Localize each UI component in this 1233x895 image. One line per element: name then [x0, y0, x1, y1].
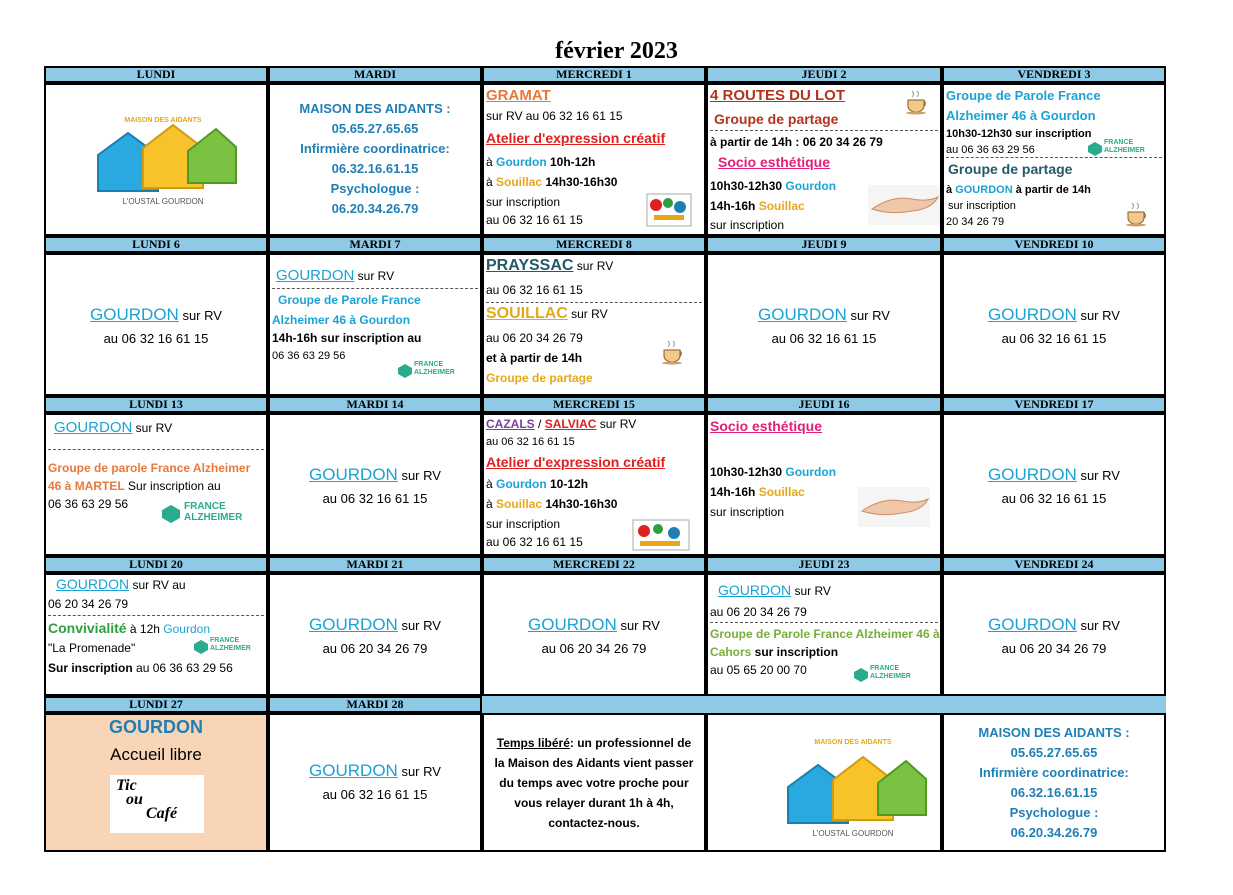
france-alzheimer-logo — [162, 501, 262, 529]
maison-des-aidants-logo — [88, 103, 238, 213]
phone: au 06 20 34 26 79 — [486, 331, 583, 345]
sur-rv: sur RV — [846, 308, 890, 323]
contact-line-3: Infirmière coordinatrice: — [300, 141, 450, 156]
sur-rv: sur RV — [397, 764, 441, 779]
header-mercredi-1: MERCREDI 1 — [482, 66, 706, 83]
sur-rv: sur RV — [1076, 468, 1120, 483]
salviac-label: SALVIAC — [544, 417, 597, 431]
time: 10h30-12h30 — [710, 179, 786, 193]
atelier-title: Atelier d'expression créatif — [486, 130, 666, 146]
groupe-time: 14h-16h sur inscription au — [272, 331, 422, 345]
phone: au 06 32 16 61 15 — [103, 331, 209, 346]
temps-libere-label: Temps libéré — [496, 736, 570, 750]
text: à — [486, 155, 497, 169]
socio-title: Socio esthétique — [710, 418, 823, 434]
text: la Maison des Aidants vient passer — [494, 756, 694, 770]
groupe-parole-2: Alzheimer 46 à Gourdon — [946, 108, 1096, 123]
contact-line-5: Psychologue : — [330, 181, 420, 196]
alzheimer-logo-icon — [162, 505, 180, 523]
contact-line-4: 06.32.16.61.15 — [331, 161, 419, 176]
logo-text: ALZHEIMER — [210, 645, 251, 652]
phone: au 06 20 34 26 79 — [322, 641, 428, 656]
cell-lundi-27 — [44, 713, 268, 852]
coffee-cup-icon — [1124, 201, 1150, 227]
sur-rv: sur RV — [567, 307, 608, 321]
tic-ou-cafe-logo — [110, 775, 204, 833]
cell-vendredi-24 — [942, 573, 1166, 696]
header-vendredi-3: VENDREDI 3 — [942, 66, 1166, 83]
inscription: Sur inscription au — [124, 479, 221, 493]
maison-des-aidants-logo — [778, 735, 928, 845]
sur-rv: sur RV — [616, 618, 660, 633]
gourdon-label: GOURDON — [309, 465, 398, 484]
sur-rv: sur RV — [791, 584, 831, 598]
phone: au 06 32 16 61 15 — [486, 283, 583, 297]
text: vous relayer durant 1h à 4h, — [514, 796, 674, 810]
accueil-libre: Accueil libre — [110, 745, 202, 764]
header-empty-2 — [706, 696, 942, 713]
groupe-phone: 06 36 63 29 56 — [272, 350, 346, 362]
header-empty-3 — [942, 696, 1166, 713]
phone: 20 34 26 79 — [946, 216, 1005, 228]
contact-line-6: 06.20.34.26.79 — [1010, 825, 1098, 840]
atelier-title: Atelier d'expression créatif — [486, 454, 666, 470]
inscription: sur inscription — [751, 645, 839, 659]
logo-text: FRANCE — [210, 637, 240, 644]
time: 10h30-12h30 — [710, 465, 786, 479]
phone: au 06 20 34 26 79 — [710, 605, 807, 619]
gourdon-label: GOURDON — [988, 465, 1077, 484]
time: à partir de 14h — [1012, 184, 1091, 196]
logo-top-text: MAISON DES AIDANTS — [124, 117, 202, 124]
groupe-parole-2: Alzheimer 46 à Gourdon — [272, 313, 411, 327]
town-souillac: Souillac — [496, 175, 543, 189]
groupe-parole-1: Groupe de Parole France — [946, 88, 1101, 103]
groupe-time: 10h30-12h30 sur inscription — [946, 128, 1092, 140]
cell-logo-2 — [706, 713, 942, 852]
souillac-title: SOUILLAC — [486, 305, 568, 322]
time: 14h-16h — [710, 199, 759, 213]
partage-time: à partir de 14h : 06 20 34 26 79 — [710, 135, 883, 149]
contact-line-4: 06.32.16.61.15 — [1010, 785, 1098, 800]
prayssac-title: PRAYSSAC — [486, 257, 574, 274]
header-mardi-21: MARDI 21 — [268, 556, 482, 573]
town-gourdon: Gourdon — [785, 179, 837, 193]
sur-rv: sur RV — [596, 417, 637, 431]
sur-rv: sur RV — [132, 421, 173, 435]
header-mardi-28: MARDI 28 — [268, 696, 482, 713]
logo-text: FRANCE — [1104, 139, 1134, 146]
logo-text: FRANCE — [870, 665, 900, 672]
contact-line-1: MAISON DES AIDANTS : — [978, 725, 1130, 740]
text: à — [486, 175, 497, 189]
partage-title: Groupe de partage — [486, 371, 593, 385]
gourdon-label: GOURDON — [276, 267, 355, 284]
time: 14h30-16h30 — [542, 175, 618, 189]
gourdon-label: GOURDON — [90, 305, 179, 324]
logo-text: ou — [126, 791, 143, 808]
sur-rv: sur RV — [1076, 618, 1120, 633]
cazals-label: CAZALS — [486, 417, 535, 431]
cell-w1-vendredi-3 — [942, 83, 1166, 236]
phone: au 06 32 16 61 15 — [1001, 491, 1107, 506]
sur-rv: sur RV au — [129, 578, 186, 592]
calendar-grid — [44, 66, 1166, 852]
logo-bottom-text: L'OUSTAL GOURDON — [812, 829, 894, 838]
phone: au 06 20 34 26 79 — [541, 641, 647, 656]
town-gourdon: Gourdon — [163, 622, 210, 636]
header-lundi-27: LUNDI 27 — [44, 696, 268, 713]
cell-lundi-13 — [44, 413, 268, 556]
header-mardi: MARDI — [268, 66, 482, 83]
groupe-phone: 06 36 63 29 56 — [48, 497, 129, 511]
gourdon-label: GOURDON — [988, 615, 1077, 634]
cell-lundi-20 — [44, 573, 268, 696]
partage-title: Groupe de partage — [948, 161, 1073, 177]
phone: au 06 32 16 61 15 — [322, 491, 428, 506]
header-empty-1 — [482, 696, 706, 713]
sur-rv: sur RV — [178, 308, 222, 323]
gourdon-label: GOURDON — [56, 576, 130, 592]
header-vendredi-24: VENDREDI 24 — [942, 556, 1166, 573]
phone: au 06 20 34 26 79 — [1001, 641, 1107, 656]
header-mercredi-15: MERCREDI 15 — [482, 396, 706, 413]
town-gourdon: Gourdon — [785, 465, 837, 479]
groupe-parole: Groupe de Parole France Alzheimer 46 à — [710, 627, 940, 641]
inscription: sur inscription — [486, 195, 561, 209]
cell-mercredi-22 — [482, 573, 706, 696]
alzheimer-logo-icon — [398, 364, 412, 378]
logo-text: ALZHEIMER — [184, 512, 243, 523]
header-lundi-13: LUNDI 13 — [44, 396, 268, 413]
gramat-title: GRAMAT — [486, 87, 551, 104]
cell-contact-2 — [942, 713, 1166, 852]
hand-icon — [858, 487, 930, 527]
header-mardi-14: MARDI 14 — [268, 396, 482, 413]
cell-mardi-7 — [268, 253, 482, 396]
cell-w1-lundi — [44, 83, 268, 236]
time: à 12h — [126, 622, 164, 636]
text: à — [946, 184, 956, 196]
cell-mardi-21 — [268, 573, 482, 696]
logo-top-text: MAISON DES AIDANTS — [814, 739, 892, 746]
sur-rv: sur RV — [397, 618, 441, 633]
france-alzheimer-logo — [854, 665, 926, 685]
logo-text: FRANCE — [184, 501, 226, 512]
cell-temps-libere — [482, 713, 706, 852]
inscription: Sur inscription — [48, 661, 133, 675]
header-jeudi-9: JEUDI 9 — [706, 236, 942, 253]
hand-icon — [868, 185, 940, 225]
phone: au 06 32 16 61 15 — [1001, 331, 1107, 346]
header-vendredi-17: VENDREDI 17 — [942, 396, 1166, 413]
logo-text: ALZHEIMER — [870, 673, 911, 680]
time: 14h-16h — [710, 485, 759, 499]
cell-mercredi-15 — [482, 413, 706, 556]
header-lundi-6: LUNDI 6 — [44, 236, 268, 253]
gourdon-label: GOURDON — [758, 305, 847, 324]
gourdon-label: GOURDON — [528, 615, 617, 634]
town-gourdon: Gourdon — [496, 155, 547, 169]
logo-text: Tic — [116, 777, 137, 794]
text: : un professionnel de — [569, 736, 692, 750]
header-vendredi-10: VENDREDI 10 — [942, 236, 1166, 253]
cell-vendredi-10 — [942, 253, 1166, 396]
partage-title: Groupe de partage — [714, 111, 839, 127]
gourdon-label: GOURDON — [988, 305, 1077, 324]
phone: 06 20 34 26 79 — [48, 597, 129, 611]
header-mercredi-8: MERCREDI 8 — [482, 236, 706, 253]
france-alzheimer-logo — [194, 637, 266, 657]
page-title: février 2023 — [555, 38, 678, 64]
phone: au 06 32 16 61 15 — [486, 535, 583, 549]
header-lundi: LUNDI — [44, 66, 268, 83]
time: 10h-12h — [546, 155, 596, 169]
cell-w1-jeudi-2 — [706, 83, 942, 236]
header-lundi-20: LUNDI 20 — [44, 556, 268, 573]
sur-rv: sur RV — [354, 269, 395, 283]
text: du temps avec votre proche pour — [499, 776, 689, 790]
logo-text: ALZHEIMER — [414, 369, 455, 376]
cell-mardi-28 — [268, 713, 482, 852]
header-jeudi-2: JEUDI 2 — [706, 66, 942, 83]
cell-w1-mercredi-1 — [482, 83, 706, 236]
inscription: sur inscription — [710, 505, 785, 519]
cell-jeudi-16 — [706, 413, 942, 556]
contact-line-2: 05.65.27.65.65 — [1010, 745, 1098, 760]
martel-label: 46 à MARTEL — [48, 479, 125, 493]
groupe-phone: au 06 36 63 29 56 — [946, 144, 1035, 156]
groupe-parole-1: Groupe de Parole France — [278, 293, 421, 307]
sur-rv: sur RV — [397, 468, 441, 483]
accueil-town: GOURDON — [109, 717, 203, 737]
logo-text: Café — [146, 805, 178, 822]
promenade-label: "La Promenade" — [48, 641, 136, 655]
france-alzheimer-logo — [1088, 139, 1160, 159]
text: à — [486, 497, 497, 511]
gourdon-label: GOURDON — [718, 582, 792, 598]
phone: au 06 32 16 61 15 — [486, 213, 583, 227]
contact-line-2: 05.65.27.65.65 — [331, 121, 419, 136]
cell-vendredi-17 — [942, 413, 1166, 556]
socio-title: Socio esthétique — [718, 154, 831, 170]
contact-line-1: MAISON DES AIDANTS : — [299, 101, 451, 116]
art-supplies-icon — [632, 519, 690, 551]
inscription: sur inscription — [486, 517, 561, 531]
logo-text: FRANCE — [414, 361, 444, 368]
separator: / — [534, 417, 545, 431]
contact-line-5: Psychologue : — [1009, 805, 1099, 820]
town-souillac: Souillac — [758, 485, 805, 499]
phone: au 06 32 16 61 15 — [322, 787, 428, 802]
time: 10-12h — [546, 477, 589, 491]
convivialite-label: Convivialité — [48, 620, 127, 636]
header-jeudi-16: JEUDI 16 — [706, 396, 942, 413]
groupe-parole-1: Groupe de parole France Alzheimer — [48, 461, 251, 475]
phone: au 06 36 63 29 56 — [132, 661, 233, 675]
text: à — [486, 477, 497, 491]
inscription: sur inscription — [710, 218, 785, 232]
routes-title: 4 ROUTES DU LOT — [710, 87, 846, 104]
town-cahors: Cahors — [710, 645, 752, 659]
sur-rv: sur RV — [573, 259, 614, 273]
phone: au 06 32 16 61 15 — [771, 331, 877, 346]
sur-rv: sur RV — [1076, 308, 1120, 323]
logo-bottom-text: L'OUSTAL GOURDON — [122, 197, 204, 206]
cell-jeudi-23 — [706, 573, 942, 696]
contact-line-6: 06.20.34.26.79 — [331, 201, 419, 216]
coffee-cup-icon — [904, 89, 930, 115]
town-souillac: Souillac — [758, 199, 805, 213]
gourdon-label: GOURDON — [309, 615, 398, 634]
time: 14h30-16h30 — [542, 497, 618, 511]
alzheimer-logo-icon — [1088, 142, 1102, 156]
logo-text: ALZHEIMER — [1104, 147, 1145, 154]
header-mercredi-22: MERCREDI 22 — [482, 556, 706, 573]
town-gourdon: Gourdon — [496, 477, 547, 491]
alzheimer-logo-icon — [194, 640, 208, 654]
alzheimer-logo-icon — [854, 668, 868, 682]
cell-lundi-6 — [44, 253, 268, 396]
phone: au 05 65 20 00 70 — [710, 663, 807, 677]
header-mardi-7: MARDI 7 — [268, 236, 482, 253]
town-gourdon: GOURDON — [955, 184, 1013, 196]
cell-mardi-14 — [268, 413, 482, 556]
france-alzheimer-logo — [398, 361, 470, 381]
town-souillac: Souillac — [496, 497, 543, 511]
gramat-rv: sur RV au 06 32 16 61 15 — [486, 109, 623, 123]
text: contactez-nous. — [548, 816, 640, 830]
gourdon-label: GOURDON — [309, 761, 398, 780]
gourdon-label: GOURDON — [54, 419, 133, 436]
cell-mercredi-8 — [482, 253, 706, 396]
cell-w1-mardi — [268, 83, 482, 236]
partage-time: et à partir de 14h — [486, 351, 583, 365]
art-supplies-icon — [646, 193, 692, 227]
cell-jeudi-9 — [706, 253, 942, 396]
header-jeudi-23: JEUDI 23 — [706, 556, 942, 573]
inscription: sur inscription — [948, 200, 1016, 212]
coffee-cup-icon — [660, 339, 686, 365]
phone: au 06 32 16 61 15 — [486, 436, 575, 448]
contact-line-3: Infirmière coordinatrice: — [979, 765, 1129, 780]
